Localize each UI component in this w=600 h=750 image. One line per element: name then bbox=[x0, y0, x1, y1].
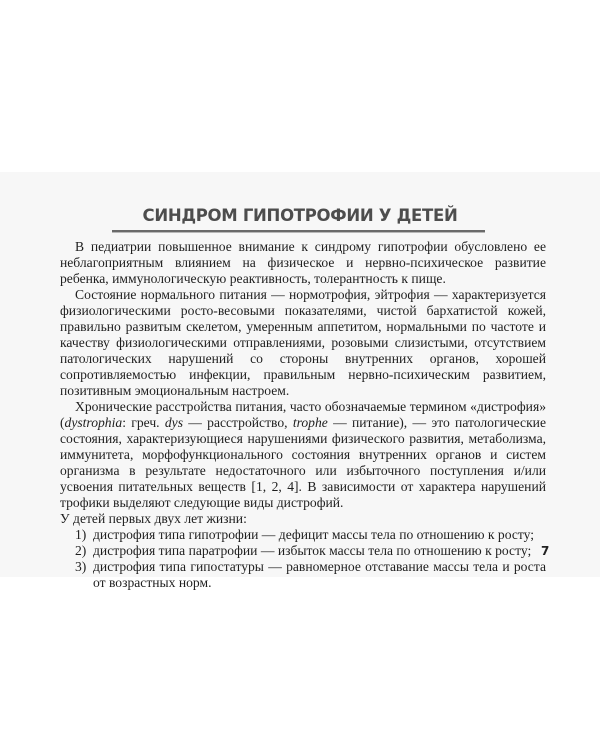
title-underline bbox=[112, 230, 485, 233]
chapter-title: СИНДРОМ ГИПОТРОФИИ У ДЕТЕЙ bbox=[142, 206, 458, 225]
list-item-text: дистрофия типа гипостатуры — равномерное отставание массы тела и роста от возрастных норм. bbox=[93, 559, 546, 590]
greek-term: trophe bbox=[292, 415, 328, 430]
list-item-text: дистрофия типа паратрофии — избыток массы тела по отношению к росту; bbox=[93, 543, 532, 558]
book-page bbox=[0, 172, 600, 590]
list-item-text: дистрофия типа гипотрофии — дефицит массы тела по отношению к росту; bbox=[93, 527, 535, 542]
dystrophy-types-list bbox=[60, 527, 546, 591]
list-item bbox=[60, 559, 546, 591]
page-number: 7 bbox=[541, 544, 550, 558]
paragraph-intro: В педиатрии повышенное внимание к синдрому гипотрофии обусловлено ее неблагоприятным влиянием на физическое и нервно-психическое развитие ребенка, иммунологическую реактивность, толерантность к пище. bbox=[60, 239, 546, 286]
list-number: 2) bbox=[75, 543, 87, 558]
latin-term: dystrophia bbox=[64, 415, 123, 430]
list-item bbox=[60, 543, 546, 559]
list-item bbox=[60, 527, 546, 543]
paragraph-normotrophy: Состояние нормального питания — нормотрофия, эйтрофия — характеризуется физиологическими росто-весовыми показателями, чистой бархатистой кожей, правильно развитым скелетом, умеренным аппетитом, нормальными по частоте и качеству физиологическими отправлениями, розовыми слизистыми, отсутствием патологических нарушений со стороны внутренних органов, хорошей сопротивляемостью инфекции, правильным нервно-психическим развитием, позитивным эмоциональным настроем. bbox=[60, 287, 546, 398]
text-span: : греч. bbox=[122, 415, 165, 430]
text-span: Хронические расстройства питания, часто обозначаемые термином «дистрофия» ( bbox=[60, 399, 546, 430]
list-number: 3) bbox=[75, 559, 87, 574]
paragraph-dystrophy bbox=[60, 399, 546, 511]
body-text bbox=[60, 239, 546, 591]
text-span: — питание), — это патологические состояния, характеризующиеся нарушениями физического развития, метаболизма, иммунитета, морфофункционального состояния внутренних органов и систем организма в результате недостаточного или избыточного поступления и/или усвоения питательных веществ [1, 2, 4]. В зависимости от характера нарушений трофики выделяют следующие виды дистрофий. bbox=[60, 415, 546, 510]
greek-term: dys bbox=[164, 415, 183, 430]
text-span: — расстройство, bbox=[182, 415, 293, 430]
list-number: 1) bbox=[75, 527, 87, 542]
list-intro: У детей первых двух лет жизни: bbox=[60, 511, 247, 526]
